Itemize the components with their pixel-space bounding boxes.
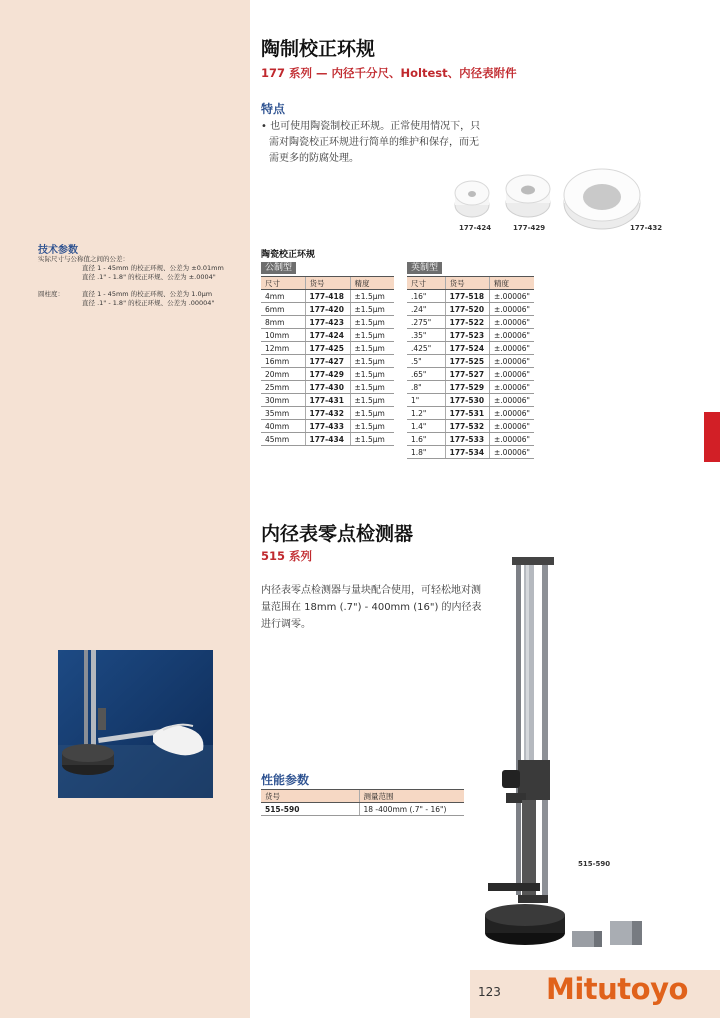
- metric-row: [261, 355, 394, 368]
- metric-accuracy-cell: ±1.5μm: [350, 381, 394, 394]
- metric-row: [261, 329, 394, 342]
- metric-size-cell: 10mm: [261, 329, 305, 342]
- metric-col-code: 货号: [305, 277, 350, 290]
- metric-row: [261, 368, 394, 381]
- imperial-col-code: 货号: [445, 277, 489, 290]
- imperial-accuracy-cell: ±.00006": [490, 394, 534, 407]
- imperial-code-cell: 177-531: [445, 407, 489, 420]
- imperial-header-row: [407, 277, 534, 290]
- metric-code-cell: 177-433: [305, 420, 350, 433]
- metric-row: [261, 342, 394, 355]
- imperial-size-cell: 1.2": [407, 407, 445, 420]
- page-number: 123: [478, 985, 501, 999]
- metric-size-cell: 30mm: [261, 394, 305, 407]
- imperial-size-cell: .35": [407, 329, 445, 342]
- imperial-accuracy-cell: ±.00006": [490, 433, 534, 446]
- metric-row: [261, 420, 394, 433]
- features-text: • 也可使用陶瓷制校正环规。正常使用情况下，只需对陶瓷校正环规进行简单的维护和保存，而无需更多的防腐处理。: [261, 121, 481, 164]
- imperial-code-cell: 177-522: [445, 316, 489, 329]
- performance-table: [261, 789, 464, 816]
- imperial-row: [407, 303, 534, 316]
- tech-line-4: 直径 1 - 45mm 的校正环规、公差为 1.0μm: [82, 290, 213, 298]
- imperial-code-cell: 177-527: [445, 368, 489, 381]
- zero-checker-title: 内径表零点检测器: [261, 523, 414, 545]
- roundness-label: 圆柱度：: [38, 290, 64, 298]
- imperial-code-cell: 177-525: [445, 355, 489, 368]
- imperial-code-cell: 177-524: [445, 342, 489, 355]
- imperial-size-cell: 1": [407, 394, 445, 407]
- imperial-size-cell: 1.6": [407, 433, 445, 446]
- metric-size-cell: 8mm: [261, 316, 305, 329]
- imperial-code-cell: 177-518: [445, 290, 489, 303]
- tech-line-2: 直径 1 - 45mm 的校正环规、公差为 ±0.01mm: [82, 264, 224, 272]
- metric-accuracy-cell: ±1.5μm: [350, 420, 394, 433]
- imperial-row: [407, 355, 534, 368]
- ring-label-2: 177-429: [513, 224, 546, 232]
- table-title: 陶瓷校正环规: [261, 250, 316, 260]
- metric-code-cell: 177-418: [305, 290, 350, 303]
- metric-accuracy-cell: ±1.5μm: [350, 433, 394, 446]
- imperial-table: [407, 276, 534, 459]
- imperial-size-cell: .65": [407, 368, 445, 381]
- metric-accuracy-cell: ±1.5μm: [350, 368, 394, 381]
- metric-accuracy-cell: ±1.5μm: [350, 407, 394, 420]
- imperial-accuracy-cell: ±.00006": [490, 446, 534, 459]
- imperial-size-cell: .5": [407, 355, 445, 368]
- metric-size-cell: 45mm: [261, 433, 305, 446]
- imperial-row: [407, 329, 534, 342]
- metric-code-cell: 177-434: [305, 433, 350, 446]
- imperial-row: [407, 394, 534, 407]
- metric-code-cell: 177-431: [305, 394, 350, 407]
- metric-code-cell: 177-430: [305, 381, 350, 394]
- tech-spec-body: [38, 255, 248, 308]
- imperial-accuracy-cell: ±.00006": [490, 290, 534, 303]
- perf-code: 515-590: [261, 803, 359, 816]
- chapter-tab: [704, 412, 720, 462]
- imperial-row: [407, 342, 534, 355]
- metric-accuracy-cell: ±1.5μm: [350, 303, 394, 316]
- imperial-col-accuracy: 精度: [490, 277, 534, 290]
- metric-row: [261, 433, 394, 446]
- performance-title: 性能参数: [261, 773, 310, 787]
- tech-line-5: 直径 .1" - 1.8" 的校正环规、公差为 .00004": [82, 299, 215, 307]
- metric-code-cell: 177-432: [305, 407, 350, 420]
- tech-spec-title: 技术参数: [38, 245, 78, 256]
- perf-header-row: [261, 790, 464, 803]
- imperial-code-cell: 177-534: [445, 446, 489, 459]
- metric-code-cell: 177-423: [305, 316, 350, 329]
- features-title: 特点: [261, 102, 286, 116]
- zero-checker-image: [480, 555, 660, 955]
- imperial-size-cell: 1.8": [407, 446, 445, 459]
- imperial-row: [407, 368, 534, 381]
- zero-checker-model-label: 515-590: [578, 860, 611, 868]
- imperial-row: [407, 316, 534, 329]
- imperial-row: [407, 446, 534, 459]
- imperial-row: [407, 290, 534, 303]
- imperial-accuracy-cell: ±.00006": [490, 355, 534, 368]
- perf-range: 18 -400mm (.7" - 16"): [359, 803, 464, 816]
- imperial-size-cell: .16": [407, 290, 445, 303]
- imperial-row: [407, 420, 534, 433]
- metric-code-cell: 177-424: [305, 329, 350, 342]
- metric-accuracy-cell: ±1.5μm: [350, 342, 394, 355]
- imperial-tag: 英制型: [407, 262, 442, 274]
- tech-line-1: 实际尺寸与公称值之间的公差：: [38, 255, 129, 263]
- imperial-size-cell: .425": [407, 342, 445, 355]
- imperial-col-size: 尺寸: [407, 277, 445, 290]
- zero-checker-description: 内径表零点检测器与量块配合使用，可轻松地对测量范围在 18mm (.7") - 400mm (16") 的内径表进行调零。: [261, 585, 482, 630]
- imperial-row: [407, 407, 534, 420]
- metric-accuracy-cell: ±1.5μm: [350, 290, 394, 303]
- metric-size-cell: 40mm: [261, 420, 305, 433]
- metric-row: [261, 303, 394, 316]
- perf-col-code: 货号: [261, 790, 359, 803]
- imperial-accuracy-cell: ±.00006": [490, 342, 534, 355]
- metric-table: [261, 276, 394, 446]
- imperial-accuracy-cell: ±.00006": [490, 381, 534, 394]
- imperial-size-cell: .24": [407, 303, 445, 316]
- imperial-accuracy-cell: ±.00006": [490, 420, 534, 433]
- brand-logo: Mitutoyo: [546, 972, 688, 1006]
- imperial-accuracy-cell: ±.00006": [490, 329, 534, 342]
- metric-accuracy-cell: ±1.5μm: [350, 329, 394, 342]
- metric-code-cell: 177-425: [305, 342, 350, 355]
- metric-tag: 公制型: [261, 262, 296, 274]
- tech-line-3: 直径 .1" - 1.8" 的校正环规、公差为 ±.0004": [82, 273, 216, 281]
- metric-col-size: 尺寸: [261, 277, 305, 290]
- usage-photo: [58, 650, 213, 798]
- metric-row: [261, 381, 394, 394]
- zero-checker-series: 515 系列: [261, 549, 313, 563]
- metric-accuracy-cell: ±1.5μm: [350, 394, 394, 407]
- imperial-size-cell: 1.4": [407, 420, 445, 433]
- metric-size-cell: 6mm: [261, 303, 305, 316]
- metric-size-cell: 35mm: [261, 407, 305, 420]
- left-sidebar: [0, 0, 250, 1018]
- imperial-code-cell: 177-520: [445, 303, 489, 316]
- metric-code-cell: 177-429: [305, 368, 350, 381]
- metric-col-accuracy: 精度: [350, 277, 394, 290]
- metric-accuracy-cell: ±1.5μm: [350, 316, 394, 329]
- ring-label-3: 177-432: [630, 224, 663, 232]
- imperial-row: [407, 381, 534, 394]
- perf-row: [261, 803, 464, 816]
- metric-size-cell: 16mm: [261, 355, 305, 368]
- metric-header-row: [261, 277, 394, 290]
- imperial-accuracy-cell: ±.00006": [490, 303, 534, 316]
- imperial-code-cell: 177-530: [445, 394, 489, 407]
- imperial-accuracy-cell: ±.00006": [490, 368, 534, 381]
- ring-label-1: 177-424: [459, 224, 492, 232]
- ring-gauge-title: 陶制校正环规: [261, 38, 376, 60]
- metric-size-cell: 4mm: [261, 290, 305, 303]
- imperial-size-cell: .8": [407, 381, 445, 394]
- metric-size-cell: 12mm: [261, 342, 305, 355]
- metric-accuracy-cell: ±1.5μm: [350, 355, 394, 368]
- imperial-size-cell: .275": [407, 316, 445, 329]
- metric-row: [261, 394, 394, 407]
- imperial-code-cell: 177-523: [445, 329, 489, 342]
- metric-size-cell: 20mm: [261, 368, 305, 381]
- imperial-code-cell: 177-532: [445, 420, 489, 433]
- metric-code-cell: 177-427: [305, 355, 350, 368]
- imperial-accuracy-cell: ±.00006": [490, 316, 534, 329]
- metric-row: [261, 290, 394, 303]
- metric-row: [261, 316, 394, 329]
- metric-code-cell: 177-420: [305, 303, 350, 316]
- perf-col-range: 测量范围: [359, 790, 464, 803]
- imperial-accuracy-cell: ±.00006": [490, 407, 534, 420]
- metric-size-cell: 25mm: [261, 381, 305, 394]
- imperial-code-cell: 177-533: [445, 433, 489, 446]
- imperial-row: [407, 433, 534, 446]
- ring-gauge-series: 177 系列 — 内径千分尺、Holtest、内径表附件: [261, 66, 517, 80]
- imperial-code-cell: 177-529: [445, 381, 489, 394]
- metric-row: [261, 407, 394, 420]
